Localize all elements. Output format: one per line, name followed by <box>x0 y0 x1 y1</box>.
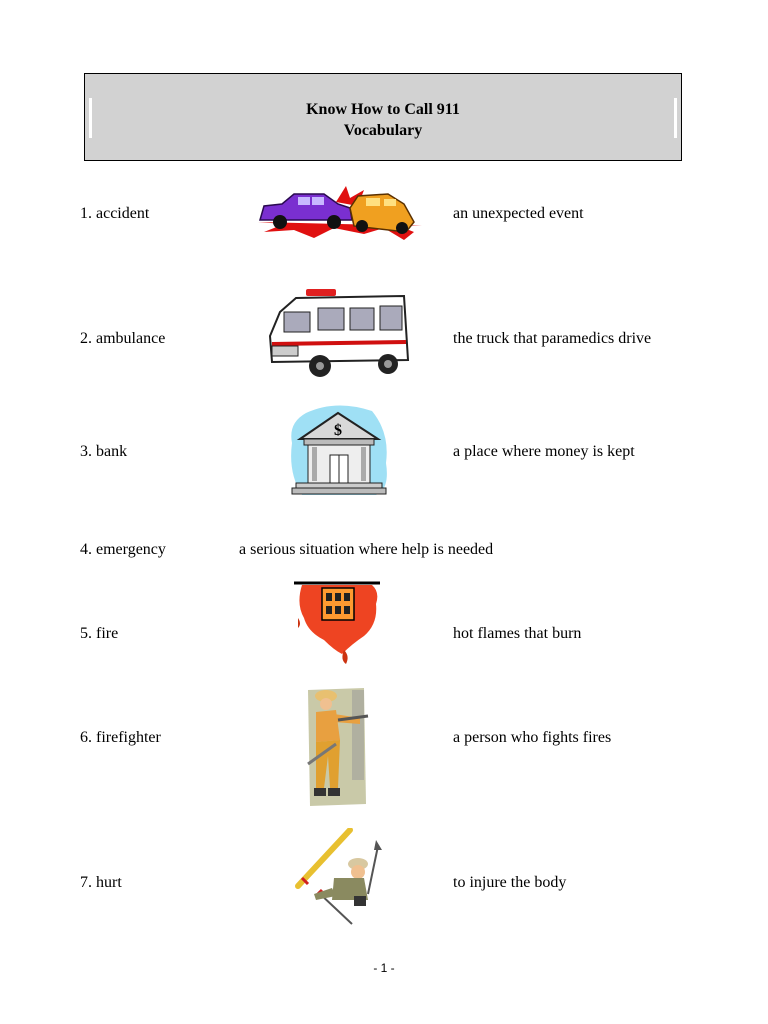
term-ambulance: 2. ambulance <box>80 330 166 347</box>
term-fire: 5. fire <box>80 625 119 642</box>
bank-icon <box>286 403 392 499</box>
definition-emergency: a serious situation where help is needed <box>239 541 494 558</box>
definition-accident: an unexpected event <box>453 205 584 222</box>
burning-building-icon <box>294 580 384 666</box>
page-title: Know How to Call 911 <box>306 101 460 118</box>
term-firefighter: 6. firefighter <box>80 729 161 746</box>
definition-fire: hot flames that burn <box>453 625 582 642</box>
term-accident: 1. accident <box>80 205 150 222</box>
definition-firefighter: a person who fights fires <box>453 729 612 746</box>
car-crash-icon <box>254 182 424 244</box>
definition-ambulance: the truck that paramedics drive <box>453 330 652 347</box>
page-subtitle: Vocabulary <box>343 122 423 139</box>
term-emergency: 4. emergency <box>80 541 166 558</box>
definition-hurt: to injure the body <box>453 874 567 891</box>
ambulance-icon <box>266 286 412 382</box>
title-box <box>84 73 682 161</box>
injured-skier-icon <box>294 828 386 928</box>
page-number: - 1 - <box>373 961 395 975</box>
svg-text:$: $ <box>334 422 342 439</box>
term-bank: 3. bank <box>80 443 128 460</box>
term-hurt: 7. hurt <box>80 874 122 891</box>
definition-bank: a place where money is kept <box>453 443 635 460</box>
firefighter-icon <box>302 684 370 808</box>
